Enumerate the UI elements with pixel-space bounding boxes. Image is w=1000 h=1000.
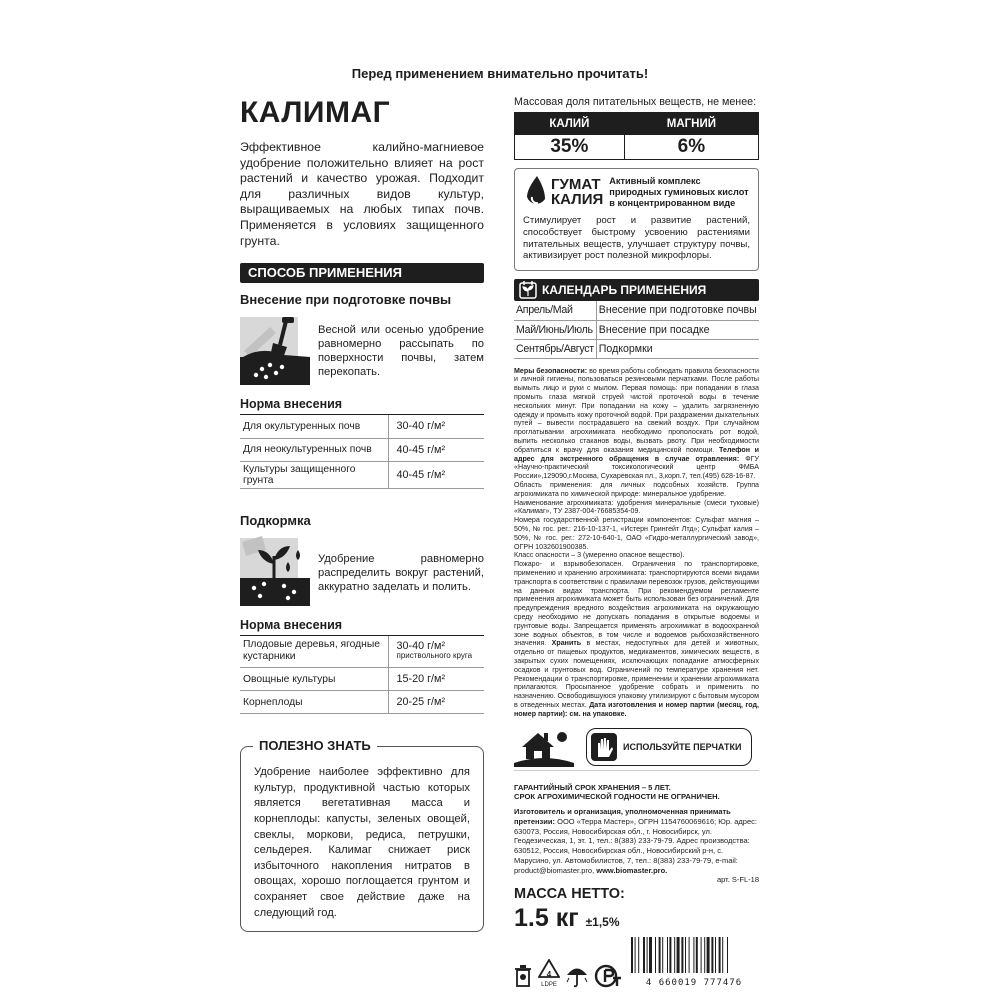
safety-p2: ФГУ «Научно-практический токсикологический центр ФМБА России»,129090,г.Москва, Сухаревская пл., 3,корп.7, тел.(495) 628-16-87. [514, 454, 759, 481]
table-row [515, 135, 759, 160]
norm-value: 30-40 г/м² [396, 640, 446, 653]
barcode-bar [638, 937, 639, 973]
net-mass-value: 1.5 кг [514, 904, 579, 933]
product-title: КАЛИМАГ [240, 96, 391, 129]
farm-house-icon [514, 727, 574, 767]
guarantee [514, 783, 759, 802]
barcode-bar [715, 937, 716, 973]
calendar-table [514, 301, 759, 359]
recycle-symbol [538, 959, 560, 988]
barcode-bar [659, 937, 661, 973]
net-mass-tolerance: ±1,5% [585, 915, 620, 930]
barcode-bar [655, 937, 656, 973]
read-warning: Перед применением внимательно прочитать! [351, 66, 649, 81]
barcode [629, 937, 759, 988]
table-row [515, 113, 759, 135]
icon-row [514, 729, 759, 771]
barcode-bar [643, 937, 645, 973]
norm-label: Корнеплоды [240, 691, 388, 714]
table-row [240, 461, 484, 488]
table-row [240, 636, 484, 668]
soil-prep-title: Внесение при подготовке почвы [240, 292, 452, 308]
right-column [514, 96, 759, 988]
gumat-logo-line1: ГУМАТ [551, 176, 601, 193]
norm-label: Овощные культуры [240, 668, 388, 691]
barcode-bar [685, 937, 686, 973]
table-row [240, 668, 484, 691]
norm-note: приствольного круга [396, 651, 473, 661]
recycle-label: LDPE [541, 982, 557, 989]
storage-label: Хранить [551, 639, 582, 648]
table-row [240, 691, 484, 714]
trash-bin-icon [514, 964, 532, 988]
gumat-desc: Активный комплекс природных гуминовых кислот в концентрированном виде [609, 175, 749, 208]
gloves-badge [586, 728, 752, 766]
table-row [240, 415, 484, 438]
barcode-bar [693, 937, 694, 973]
norm-label: Для окультуренных почв [240, 415, 388, 438]
gumat-text: Стимулирует рост и развитие растений, способствует быстрому усвоению растениями питательных веществ, улучшает структуру почвы, активизирует рост полезной микрофлоры. [523, 215, 750, 262]
barcode-bar [711, 937, 713, 973]
calendar-action: Внесение при подготовке почвы [596, 301, 759, 320]
useful-tips-box [240, 738, 484, 932]
barcode-bar [719, 937, 721, 973]
barcode-bar [669, 937, 671, 973]
barcode-bar [727, 937, 728, 973]
manufacturer-label: Изготовитель и организация, уполномоченная принимать претензии: [514, 807, 731, 827]
useful-tips-text: Удобрение наиболее эффективно для культур, продуктивной частью которых является вегетативная масса и корнеплоды: капусты, зеленых овощей, свеклы, моркови, редиса, петрушки, сельдерея. Калимаг снижает риск избыточного накопления нитратов в овощах, хорошо поглощается грунтом и сохраняет свое действие даже на следующий год. [254, 766, 470, 919]
guarantee-line2: СРОК АГРОХИМИЧЕСКОЙ ГОДНОСТИ НЕ ОГРАНИЧЕН. [514, 791, 720, 801]
gumat-logo-line2: КАЛИЯ [551, 191, 604, 208]
glove-icon [591, 733, 617, 761]
barcode-bar [631, 937, 633, 973]
plant-watering-icon [240, 536, 310, 606]
nutrient-name: МАГНИЙ [624, 113, 758, 135]
feeding-norm-table [240, 636, 484, 715]
bottom-row [514, 937, 759, 988]
recycle-code: 4 [546, 970, 552, 980]
calendar-action: Внесение при посадке [596, 320, 759, 339]
product-intro: Эффективное калийно-магниевое удобрение положительно влияет на рост растений и качество урожая. Подходит для различных видов культур, выращиваемых на любых типах почв. Применяется в условиях защищенного грунта. [240, 140, 484, 248]
barcode-bar [722, 937, 723, 973]
calendar-months: Апрель/Май [514, 301, 596, 320]
barcode-bars [629, 937, 759, 973]
manufacturer-text: ООО «Терра Мастер», ОГРН 1154760069616; Юр. адрес: 630073, Россия, Новосибирская обл., г. Новосибирск, ул. Геодезическая, 1, эт. 1, тел.: 8(383) 233-79-79. Адрес производства: 630512, Россия, Новосибирская обл., Новосибирский р-н, с. Марусино, ул. Автомобилистов, 7, тел.: 8(383) 233-79-79, [514, 817, 757, 865]
safety-p4: Наименование агрохимиката: удобрения минеральные (смеси туковые) «Калимаг», ТУ 2387-004-76685354-09. [514, 498, 759, 516]
article-number: арт. S-FL-18 [716, 875, 759, 885]
norm-label: Плодовые деревья, ягодные кустарники [240, 636, 388, 668]
soil-prep-text: Весной или осенью удобрение равномерно рассыпать по поверхности почвы, затем перекопать. [318, 324, 484, 379]
certification-mark-icon [594, 964, 622, 988]
soil-prep-norm-title: Норма внесения [240, 397, 484, 415]
nutrient-value: 35% [550, 135, 589, 157]
norm-value: 15-20 г/м² [388, 668, 484, 691]
feeding-step [240, 536, 484, 606]
calendar-months: Сентябрь/Август [514, 339, 596, 358]
safety-text [514, 367, 759, 719]
barcode-bar [701, 937, 702, 973]
nutrients-table [514, 112, 759, 160]
calendar-title-bar [514, 279, 759, 301]
useful-tips-title: ПОЛЕЗНО ЗНАТЬ [253, 738, 377, 753]
barcode-number: 4 660019 777476 [645, 978, 743, 989]
gloves-label: ИСПОЛЬЗУЙТЕ ПЕРЧАТКИ [623, 742, 742, 753]
nutrient-value: 6% [624, 135, 758, 160]
table-row [514, 301, 759, 320]
barcode-bar [647, 937, 648, 973]
barcode-bar [677, 937, 680, 973]
gumat-logo-text [551, 177, 603, 207]
soil-prep-step [240, 315, 484, 385]
barcode-bar [696, 937, 698, 973]
norm-value-cell [388, 636, 484, 668]
calendar-title: КАЛЕНДАРЬ ПРИМЕНЕНИЯ [542, 283, 707, 298]
batch-label: Дата изготовления и номер партии (месяц, год, номер партии): см. на упаковке. [514, 700, 759, 718]
net-mass [514, 904, 759, 933]
manufacturer-site: www.biomaster.pro. [596, 865, 668, 875]
barcode-bar [704, 937, 705, 973]
calendar-sprout-icon [514, 281, 542, 299]
manufacturer-info [514, 807, 759, 875]
packaging-symbols [514, 959, 622, 988]
feeding-text: Удобрение равномерно распределить вокруг растений, аккуратно заделать и полить. [318, 552, 484, 593]
umbrella-icon [566, 964, 588, 988]
table-row [514, 320, 759, 339]
manufacturer-email: e-mail: product@biomaster.pro, [514, 855, 738, 875]
table-row [240, 438, 484, 461]
barcode-bar [667, 937, 668, 973]
barcode-bar [707, 937, 710, 973]
table-row [514, 339, 759, 358]
gumat-box [514, 168, 759, 271]
barcode-bar [681, 937, 683, 973]
norm-label: Для неокультуренных почв [240, 438, 388, 461]
emergency-label: Телефон и адрес для экстренного обращения в случае отравления: [514, 445, 759, 463]
safety-p7: Пожаро- и взрывобезопасен. Ограничения по транспортировке, применению и хранению агрохимиката: транспортируются всеми видами транспорта в соответствии с правилами перевозок грузов, действующими на данных видах транспорта. При рекомендуемом регламенте применения агрохимиката может быть использован без ограничений. Для предупреждения вредного воздействия агрохимиката на окружающую среду необходимо не допускать попадания в открытые водоемы и грунтовые воды. Запрещается применять агрохимикат в водоохранной зоне водных объектов, в том числе и водоемов рыбохозяйственного значения. [514, 560, 759, 648]
safety-p1: во время работы соблюдать правила безопасности и личной гигиены, пользоваться резиновыми перчатками. После работы вымыть лицо и руки с мылом. Первая помощь: при попадании в глаза промыть глаза мягкой струей чистой проточной воды в течение нескольких минут. При попадании на кожу – удалить загрязненную одежду и промыть кожу проточной водой. При раздражении дыхательных путей – вывести пострадавшего на свежий воздух. При случайном проглатывании агрохимиката необходимо прополоскать рот водой, выпить несколько стаканов воды, вызвать рвоту. При необходимости обратиться к врачу для оказания медицинской помощи. [514, 366, 759, 454]
barcode-bar [649, 937, 652, 973]
calendar-months: Май/Июнь/Июль [514, 320, 596, 339]
norm-value: 20-25 г/м² [388, 691, 484, 714]
safety-p7b: в местах, недоступных для детей и животных, отдельно от пищевых продуктов, медикаментов, химических веществ, в закрытых сухих помещениях, исключающих попадание атмосферных осадков и грунтовых вод. Ограничений по температуре хранения нет. Рекомендации о транспортировке, применении и хранении агрохимиката прилагаются. Просыпанное удобрение собрать и применить по назначению. Освободившуюся упаковку утилизируют с бытовым мусором в отведенных местах. [514, 639, 759, 709]
guarantee-line1: ГАРАНТИЙНЫЙ СРОК ХРАНЕНИЯ – 5 ЛЕТ. [514, 782, 671, 792]
norm-label: Культуры защищенного грунта [240, 461, 388, 488]
safety-label: Меры безопасности: [514, 366, 588, 375]
barcode-bar [662, 937, 663, 973]
norm-value: 40-45 г/м² [388, 461, 484, 488]
safety-p5: Номера государственной регистрации компонентов: Сульфат магния – 50%, № гос. рег.: 216-10-137-1, «Истерн Грингейт Лтд»; Сульфат калия – 50%, № гос. рег.: 272-10-640-1, ОАО «Гидро-металлургический завод», ОГРН 1032601900385. [514, 516, 759, 551]
safety-p3: Область применения: для личных подсобных хозяйств. Группа агрохимиката по химической природе: минеральное удобрение. [514, 481, 759, 498]
norm-value: 40-45 г/м² [388, 438, 484, 461]
safety-p6: Класс опасности – 3 (умеренно опасное вещество). [514, 551, 685, 560]
soil-prep-norm-table [240, 415, 484, 489]
nutrients-caption: Массовая доля питательных веществ, не менее: [514, 96, 757, 108]
net-mass-label: МАССА НЕТТО: [514, 886, 625, 903]
barcode-bar [635, 937, 636, 973]
droplet-icon [523, 175, 547, 209]
left-column [240, 96, 484, 932]
feeding-title: Подкормка [240, 512, 311, 528]
barcode-bar [674, 937, 675, 973]
application-section-title: СПОСОБ ПРИМЕНЕНИЯ [240, 263, 484, 283]
feeding-norm-title: Норма внесения [240, 618, 484, 636]
norm-value: 30-40 г/м² [388, 415, 484, 438]
barcode-bar [689, 937, 690, 973]
shovel-soil-icon [240, 315, 310, 385]
calendar-action: Подкормки [596, 339, 759, 358]
nutrient-name: КАЛИЙ [515, 113, 625, 135]
gumat-logo [523, 175, 603, 209]
gumat-header [523, 175, 750, 209]
